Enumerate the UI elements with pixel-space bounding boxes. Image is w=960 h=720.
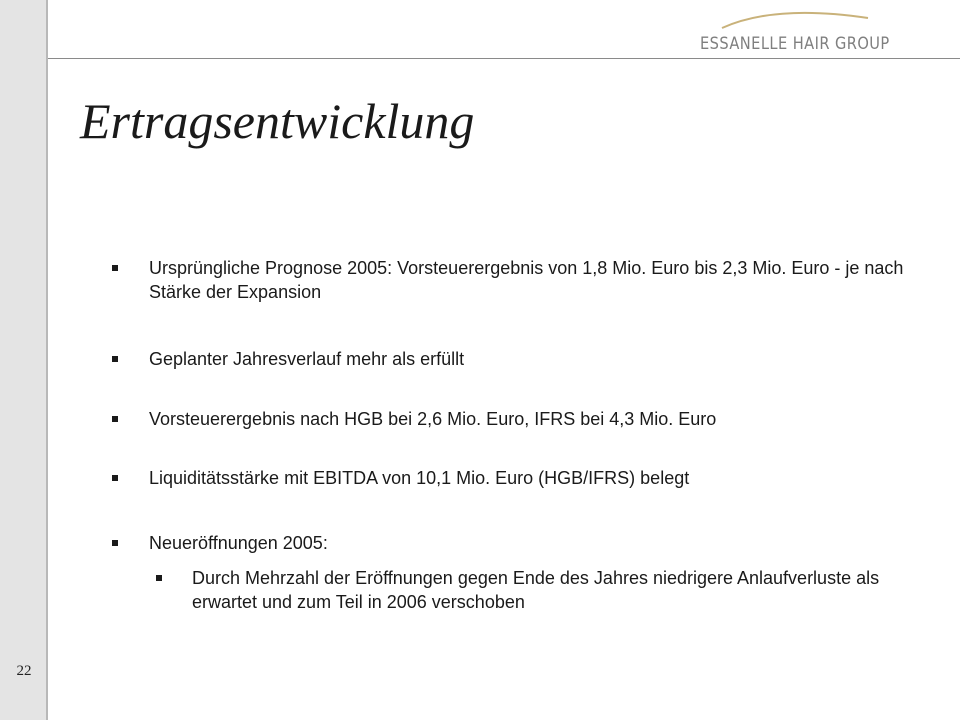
- sub-bullet-item: [156, 566, 916, 614]
- bullet-item: [112, 256, 929, 304]
- logo-arc-icon: [720, 8, 870, 30]
- square-bullet-icon: [112, 475, 118, 481]
- slide-title: Ertragsentwicklung: [80, 93, 475, 149]
- company-logo: [700, 8, 910, 56]
- page-number: 22: [16, 663, 32, 679]
- header-rule: [48, 58, 960, 59]
- bullet-text: Neueröffnungen 2005:: [149, 533, 328, 553]
- bullet-text: Geplanter Jahresverlauf mehr als erfüllt: [149, 349, 465, 369]
- logo-text: ESSANELLE HAIR GROUP: [700, 34, 890, 54]
- square-bullet-icon: [112, 356, 118, 362]
- bullet-item: [112, 531, 929, 555]
- bullet-text: Vorsteuerergebnis nach HGB bei 2,6 Mio. Euro, IFRS bei 4,3 Mio. Euro: [149, 409, 717, 429]
- bullet-item: [112, 466, 929, 490]
- sub-bullet-text: Durch Mehrzahl der Eröffnungen gegen Ende des Jahres niedrigere Anlaufverluste als erwartet und zum Teil in 2006 verschoben: [192, 568, 880, 612]
- left-sidebar: [0, 0, 48, 720]
- bullet-item: [112, 407, 929, 431]
- square-bullet-icon: [112, 540, 118, 546]
- square-bullet-icon: [112, 265, 118, 271]
- bullet-item: [112, 347, 929, 371]
- bullet-text: Liquiditätsstärke mit EBITDA von 10,1 Mio. Euro (HGB/IFRS) belegt: [149, 468, 690, 488]
- square-bullet-icon: [156, 575, 162, 581]
- square-bullet-icon: [112, 416, 118, 422]
- bullet-text: Ursprüngliche Prognose 2005: Vorsteuerergebnis von 1,8 Mio. Euro bis 2,3 Mio. Euro - je nach Stärke der Expansion: [149, 258, 904, 302]
